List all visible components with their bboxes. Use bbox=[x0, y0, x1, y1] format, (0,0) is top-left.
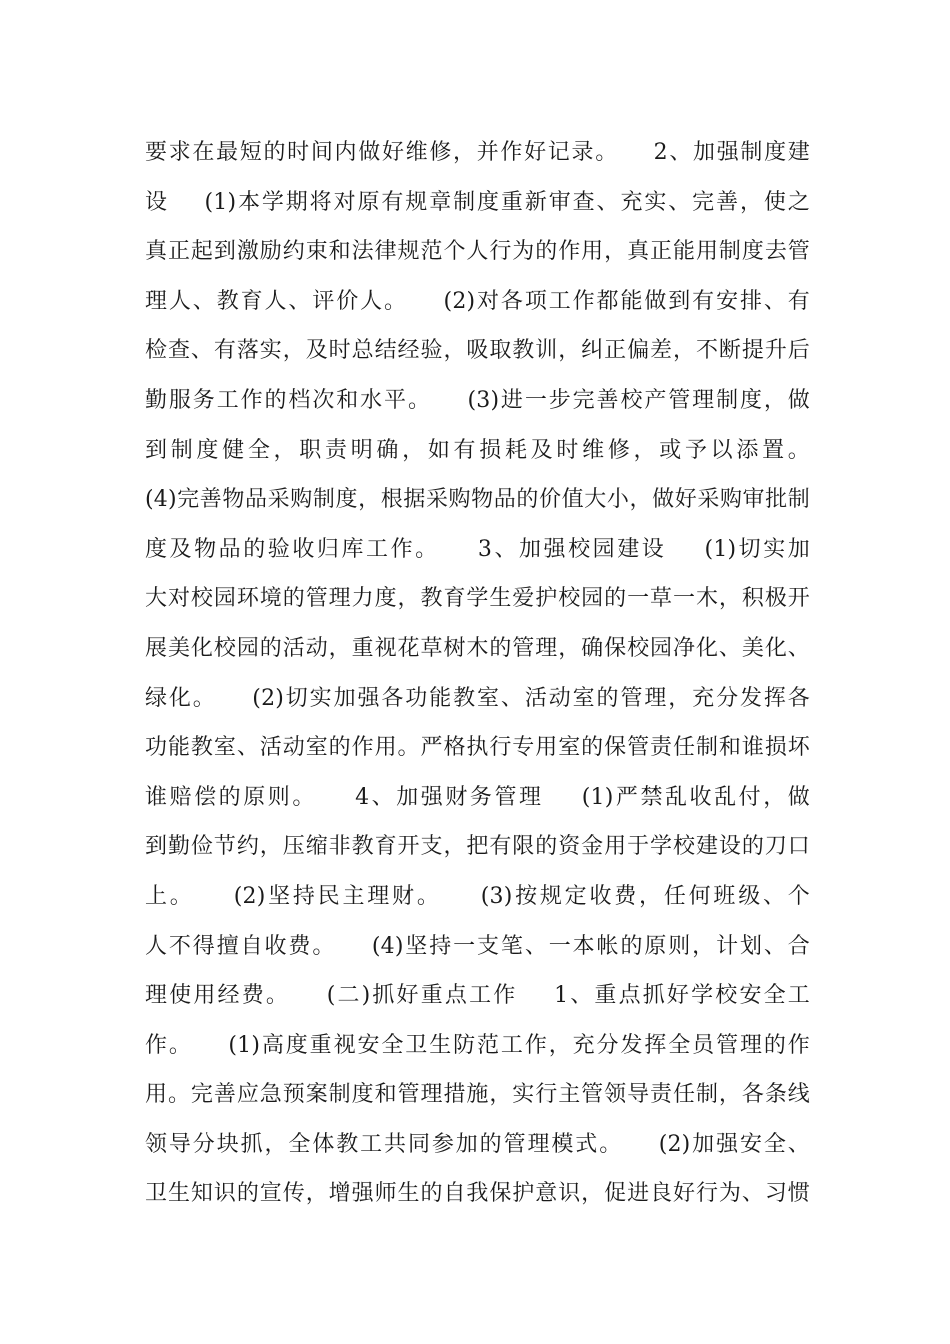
text-line: 展美化校园的活动，重视花草树木的管理，确保校园净化、美化、 bbox=[145, 635, 810, 661]
text-line: 用。完善应急预案制度和管理措施，实行主管领导责任制，各条线 bbox=[145, 1082, 810, 1108]
text-line: (4)完善物品采购制度，根据采购物品的价值大小，做好采购审批制 bbox=[145, 487, 810, 513]
text-line: 勤服务工作的档次和水平。 (3)进一步完善校产管理制度，做 bbox=[145, 387, 810, 413]
text-line: 卫生知识的宣传，增强师生的自我保护意识，促进良好行为、习惯 bbox=[145, 1181, 810, 1207]
text-line: 设 (1)本学期将对原有规章制度重新审查、充实、完善，使之 bbox=[145, 189, 810, 215]
text-line: 要求在最短的时间内做好维修，并作好记录。 2、加强制度建 bbox=[145, 140, 810, 165]
text-line: 真正起到激励约束和法律规范个人行为的作用，真正能用制度去管 bbox=[145, 239, 810, 265]
text-line: 检查、有落实，及时总结经验，吸取教训，纠正偏差，不断提升后 bbox=[145, 338, 810, 364]
text-line: 绿化。 (2)切实加强各功能教室、活动室的管理，充分发挥各 bbox=[145, 685, 810, 711]
text-line: 度及物品的验收归库工作。 3、加强校园建设 (1)切实加 bbox=[145, 536, 810, 562]
text-line: 大对校园环境的管理力度，教育学生爱护校园的一草一木，积极开 bbox=[145, 586, 810, 612]
text-line: 功能教室、活动室的作用。严格执行专用室的保管责任制和谁损坏 bbox=[145, 735, 810, 761]
text-line: 谁赔偿的原则。 4、加强财务管理 (1)严禁乱收乱付，做 bbox=[145, 784, 810, 810]
text-line: 理人、教育人、评价人。 (2)对各项工作都能做到有安排、有 bbox=[145, 288, 810, 314]
text-line: 上。 (2)坚持民主理财。 (3)按规定收费，任何班级、个 bbox=[145, 883, 810, 909]
text-line: 理使用经费。 (二)抓好重点工作 1、重点抓好学校安全工 bbox=[145, 983, 810, 1009]
text-line: 人不得擅自收费。 (4)坚持一支笔、一本帐的原则，计划、合 bbox=[145, 933, 810, 959]
text-line: 到制度健全，职责明确，如有损耗及时维修，或予以添置。 bbox=[145, 437, 810, 463]
body-text bbox=[145, 133, 810, 1224]
text-line: 领导分块抓，全体教工共同参加的管理模式。 (2)加强安全、 bbox=[145, 1131, 810, 1157]
text-line: 作。 (1)高度重视安全卫生防范工作，充分发挥全员管理的作 bbox=[145, 1032, 810, 1058]
text-line: 到勤俭节约，压缩非教育开支，把有限的资金用于学校建设的刀口 bbox=[145, 834, 810, 860]
